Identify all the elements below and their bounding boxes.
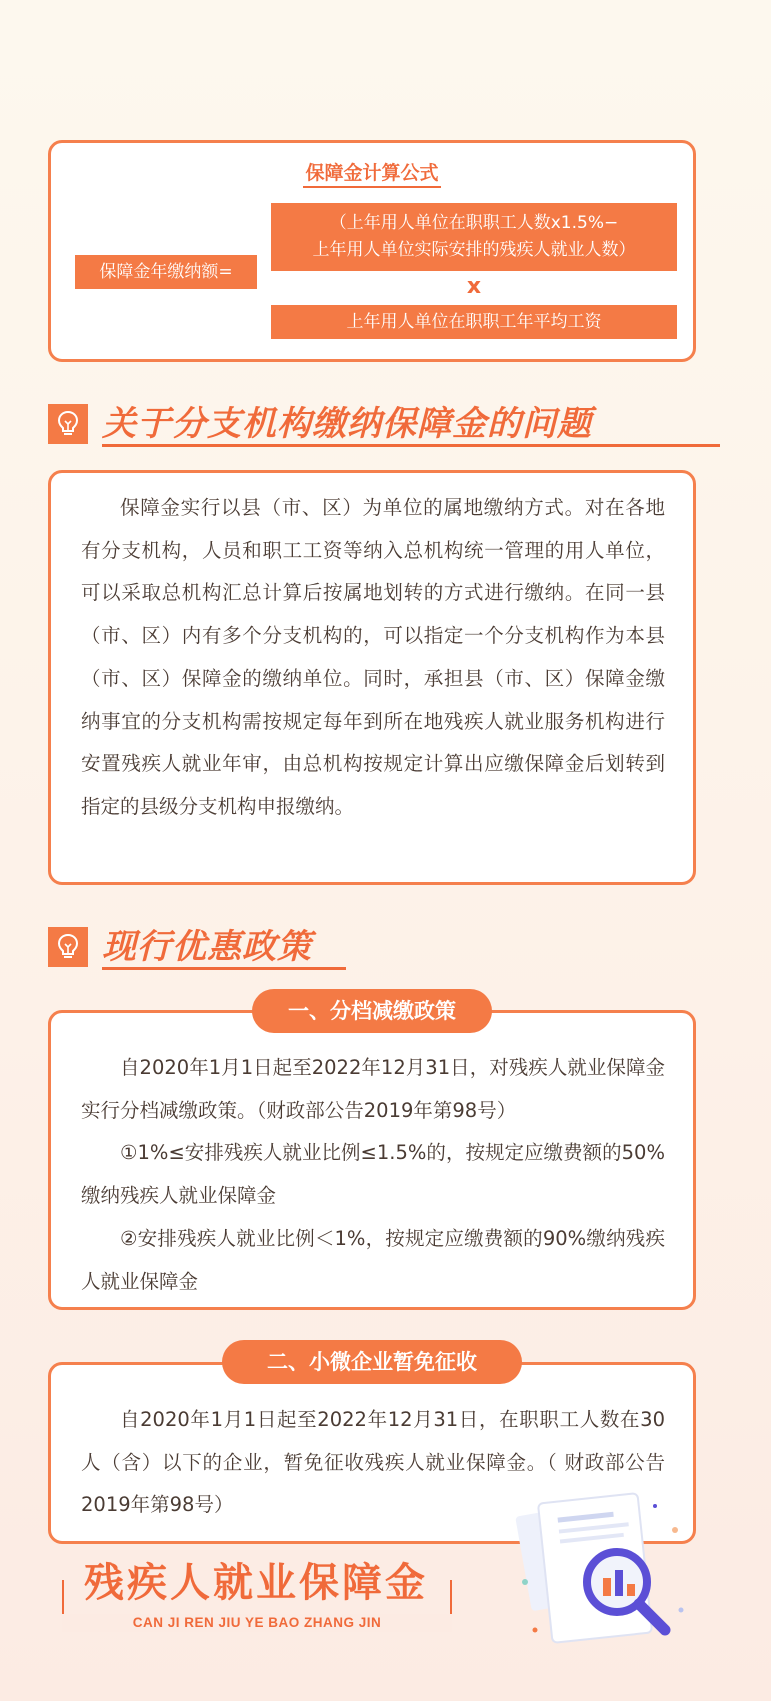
- formula-numerator: [271, 203, 677, 271]
- formula-multiplier: 上年用人单位在职职工年平均工资: [271, 305, 677, 339]
- brand-title: 残疾人就业保障金: [84, 1560, 428, 1606]
- formula-lhs: 保障金年缴纳额=: [75, 255, 257, 289]
- branch-paragraph: 保障金实行以县（市、区）为单位的属地缴纳方式。对在各地有分支机构，人员和职工工资等纳入总机构统一管理的用人单位，可以采取总机构汇总计算后按属地划转的方式进行缴纳。在同一县（市、区）内有多个分支机构的，可以指定一个分支机构作为本县（市、区）保障金的缴纳单位。同时，承担县（市、区）保障金缴纳事宜的分支机构需按规定每年到所在地残疾人就业服务机构进行安置残疾人就业年审，由总机构按规定计算出应缴保障金后划转到指定的县级分支机构申报缴纳。: [81, 496, 665, 818]
- formula-numerator-line2: 上年用人单位实际安排的残疾人就业人数）: [312, 240, 636, 260]
- discount-paragraph-2: ①1%≤安排残疾人就业比例≤1.5%的，按规定应缴费额的50%缴纳残疾人就业保障金: [81, 1141, 665, 1208]
- formula-numerator-line1: （上年用人单位在职职工人数x1.5%−: [329, 213, 619, 233]
- branch-card: [48, 470, 696, 885]
- discount-paragraph-3: ②安排残疾人就业比例＜1%，按规定应缴费额的90%缴纳残疾人就业保障金: [81, 1226, 665, 1293]
- heading-underline: [102, 444, 720, 447]
- formula-title: 保障金计算公式: [51, 158, 693, 185]
- smallbiz-paragraph: 自2020年1月1日起至2022年12月31日，在职职工人数在30人（含）以下的企业，暂免征收残疾人就业保障金。（ 财政部公告2019年第98号）: [81, 1408, 665, 1517]
- formula-times-sign: x: [466, 274, 482, 299]
- discount-pill-title: 一、分档减缴政策: [252, 989, 492, 1033]
- brand-subtitle: CAN JI REN JIU YE BAO ZHANG JIN: [62, 1614, 452, 1632]
- heading-underline: [102, 967, 346, 970]
- formula-card: [48, 140, 696, 362]
- document-magnifier-icon: [505, 1490, 705, 1660]
- section-title-policy: 现行优惠政策: [102, 927, 312, 967]
- smallbiz-pill-title: 二、小微企业暂免征收: [222, 1340, 522, 1384]
- lightbulb-icon: [48, 404, 88, 444]
- lightbulb-icon: [48, 927, 88, 967]
- discount-card: [48, 1010, 696, 1310]
- section-title-branch: 关于分支机构缴纳保障金的问题: [102, 404, 592, 444]
- discount-paragraph-1: 自2020年1月1日起至2022年12月31日，对残疾人就业保障金实行分档减缴政策。（财政部公告2019年第98号）: [81, 1056, 665, 1122]
